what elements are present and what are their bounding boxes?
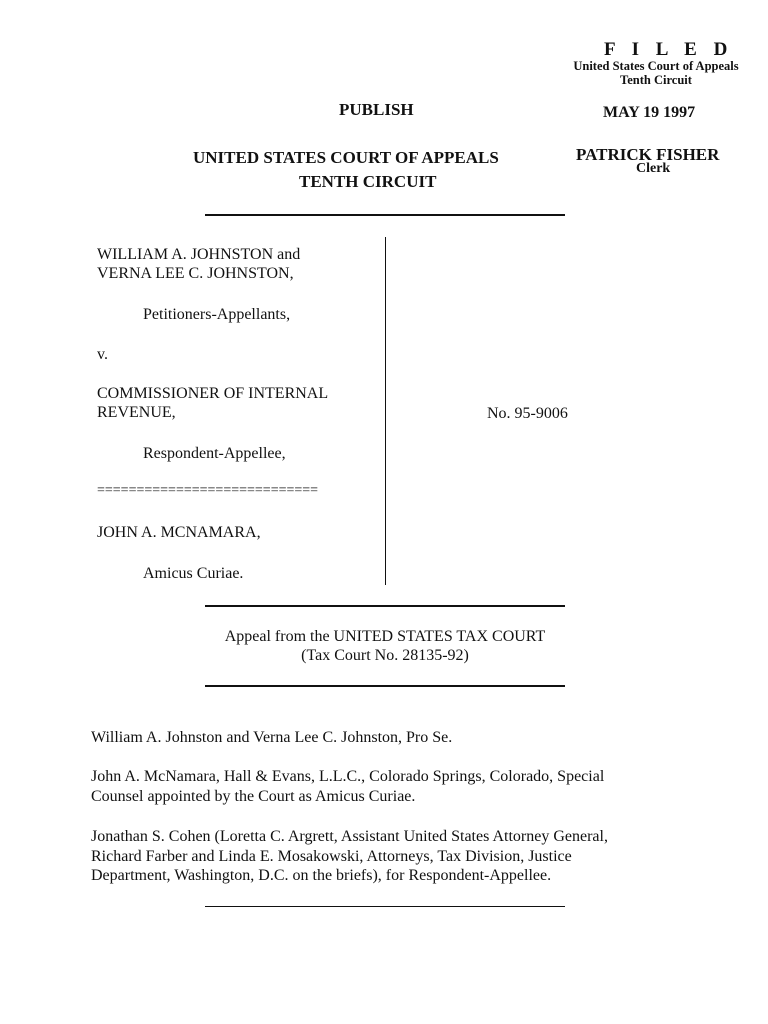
amicus-role: Amicus Curiae. [143, 565, 244, 582]
respondent-name-line2: REVENUE, [97, 404, 176, 421]
filed-stamp-title: F I L E D [604, 39, 734, 60]
caption-divider [205, 605, 565, 607]
court-name-heading: UNITED STATES COURT OF APPEALS [193, 148, 499, 167]
clerk-title: Clerk [636, 161, 671, 176]
counsel-line: William A. Johnston and Verna Lee C. Johnston, Pro Se. [91, 729, 453, 746]
counsel-line: Counsel appointed by the Court as Amicus Curiae. [91, 787, 416, 805]
petitioner-name-line2: VERNA LEE C. JOHNSTON, [97, 265, 294, 282]
counsel-paragraph-2 [91, 767, 691, 806]
circuit-heading: TENTH CIRCUIT [299, 172, 437, 191]
appeal-source [205, 627, 565, 665]
respondent-name-line1: COMMISSIONER OF INTERNAL [97, 385, 329, 402]
appeal-divider [205, 685, 565, 687]
publish-heading: PUBLISH [339, 100, 414, 119]
amicus-name: JOHN A. MCNAMARA, [97, 524, 261, 541]
header-divider [205, 214, 565, 216]
versus-label: v. [97, 346, 108, 363]
filed-date: MAY 19 1997 [603, 104, 696, 121]
counsel-divider [205, 906, 565, 907]
counsel-line: Richard Farber and Linda E. Mosakowski, Attorneys, Tax Division, Justice [91, 847, 572, 865]
counsel-line: Jonathan S. Cohen (Loretta C. Argrett, Assistant United States Attorney General, [91, 828, 608, 845]
petitioner-name-line1: WILLIAM A. JOHNSTON and [97, 246, 301, 263]
caption-separator: ============================ [97, 483, 319, 498]
respondent-role: Respondent-Appellee, [143, 445, 286, 462]
petitioners-role: Petitioners-Appellants, [143, 306, 291, 323]
counsel-line: Department, Washington, D.C. on the briefs), for Respondent-Appellee. [91, 867, 552, 884]
filed-stamp-circuit: Tenth Circuit [620, 73, 692, 87]
counsel-paragraph-1 [91, 728, 691, 748]
counsel-line: John A. McNamara, Hall & Evans, L.L.C., Colorado Springs, Colorado, Special [91, 768, 605, 785]
caption-vertical-divider [385, 237, 386, 585]
case-number: No. 95-9006 [487, 405, 568, 422]
appeal-line2: (Tax Court No. 28135-92) [301, 647, 469, 664]
filed-stamp-court: United States Court of Appeals [573, 59, 739, 73]
counsel-paragraph-3 [91, 827, 691, 886]
appeal-line1: Appeal from the UNITED STATES TAX COURT [224, 628, 546, 645]
clerk-name: PATRICK FISHER [576, 145, 720, 164]
